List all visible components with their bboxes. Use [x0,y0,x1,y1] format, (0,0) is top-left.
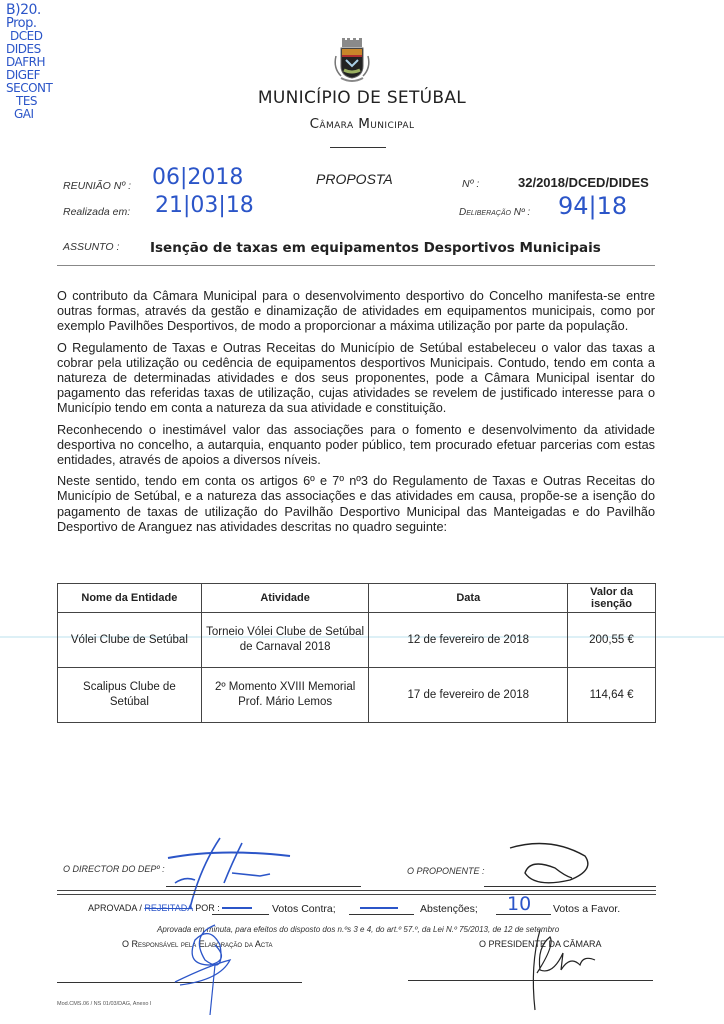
aprovada-label: APROVADA / [88,903,145,913]
cell-entity: Scalipus Clube de Setúbal [58,668,202,723]
cell-activity: Torneio Vólei Clube de Setúbal de Carnaval 2018 [201,613,369,668]
abstencoes-label: Abstenções; [420,903,478,915]
margin-note: DIDES [6,42,41,56]
column-header-value: Valor da isenção [568,584,656,613]
margin-note: DAFRH [6,55,46,69]
cell-entity: Vólei Clube de Setúbal [58,613,202,668]
title-divider [330,147,386,148]
numero-label: Nº : [462,178,480,190]
reuniao-value: 06|2018 [152,165,244,190]
minuta-approval-text: Aprovada em minuta, para efeitos do disposto dos n.ºs 3 e 4, do art.º 57.º, da Lei N.º 75/2013, de 12 de setembro [157,925,560,934]
abstencoes-dash [360,907,398,909]
body-paragraph: Neste sentido, tendo em conta os artigos 6º e 7º nº3 do Regulamento de Taxas e Outras Receitas do Município de Setúbal, e a natureza das associações e das atividades em causa, propõe-se a isenção do pagamento de taxas de utilização do Pavilhão Desportivo Municipal das Manteigadas e do Pavilhão Desportivo de Aranguez nas atividades descritas no quadro seguinte: [57,474,655,534]
municipal-coat-of-arms-icon [333,38,371,84]
proponente-signature [500,838,600,888]
presidente-signature [525,925,605,1015]
margin-note: Prop. [6,16,37,31]
column-header-date: Data [369,584,568,613]
deliberacao-label: Deliberação Nº : [459,207,531,218]
document-type: PROPOSTA [316,171,393,187]
margin-note: SECONT [6,81,53,95]
body-paragraph: O contributo da Câmara Municipal para o desenvolvimento desportivo do Concelho manifesta-se entre outras formas, através da gestão e dinamização de atividades em equipamentos municipais, como por exemplo Pavilhões Desportivos, de modo a proporcionar a máxima utilização por parte da população. [57,289,655,334]
votos-contra-line [212,914,269,915]
body-paragraph: Reconhecendo o inestimável valor das associações para o fomento e desenvolvimento da atividade desportiva no concelho, a autarquia, enquanto poder público, tem procurado efetuar parcerias com estas entidades, através de apoios a diversos níveis. [57,422,655,468]
margin-note: DCED [10,29,43,43]
reuniao-label: REUNIÃO Nº : [63,180,132,192]
form-model-reference: Mod.CMS.06 / NS 01/03/DAG, Anexo I [57,1001,152,1007]
proponente-label: O PROPONENTE : [407,866,485,876]
table-row [58,668,656,723]
votos-contra-label: Votos Contra; [272,903,336,915]
margin-note: GAI [14,107,34,121]
votos-favor-label: Votos a Favor. [553,903,621,915]
abstencoes-line [349,914,414,915]
rejeitada-label-struck: REJEITADA [144,903,193,913]
por-label: POR : [192,903,220,913]
column-header-entity: Nome da Entidade [58,584,202,613]
margin-note: TES [16,94,38,108]
subject: Isenção de taxas em equipamentos Desportivos Municipais [150,240,601,256]
proposal-number: 32/2018/DCED/DIDES [518,175,649,190]
margin-note: B)20. [6,2,41,18]
realizada-label: Realizada em: [63,206,131,218]
responsavel-signature [170,920,250,1020]
table-header-row [58,584,656,613]
council-subtitle: Câmara Municipal [309,116,415,132]
cell-activity: 2º Momento XVIII Memorial Prof. Mário Lemos [201,668,369,723]
assunto-label: ASSUNTO : [63,241,120,253]
approval-status-label [88,903,220,913]
margin-note: DIGEF [6,68,41,82]
proposal-body [57,289,655,541]
exemption-table [57,583,656,723]
table-row [58,613,656,668]
subject-divider [57,265,655,266]
votos-contra-dash [222,907,252,909]
director-signature [160,838,360,908]
cell-value: 200,55 € [568,613,656,668]
column-header-activity: Atividade [201,584,369,613]
votos-favor-value: 10 [507,893,532,915]
body-paragraph: O Regulamento de Taxas e Outras Receitas do Município de Setúbal estabeleceu o valor das taxas a cobrar pela utilização ou cedência de equipamentos desportivos Municipais. Contudo, tendo em conta a natureza de determinadas atividades e dos seus proponentes, pode a Câmara Municipal isentar do pagamento das referidas taxas de utilização, cujas atividades se revelem de justificado interesse para o Município tendo em conta a natureza da sua atividade e constituição. [57,340,655,416]
votes-divider [57,890,656,895]
deliberacao-value: 94|18 [558,192,628,220]
realizada-value: 21|03|18 [155,193,254,218]
cell-date: 12 de fevereiro de 2018 [369,613,568,668]
municipality-title: MUNICÍPIO DE SETÚBAL [257,88,467,108]
responsavel-label: O Responsável pela Elaboração da Acta [122,939,273,949]
presidente-label: O PRESIDENTE DA CÂMARA [479,939,602,949]
director-label: O DIRECTOR DO DEPº : [63,864,165,874]
cell-date: 17 de fevereiro de 2018 [369,668,568,723]
cell-value: 114,64 € [568,668,656,723]
